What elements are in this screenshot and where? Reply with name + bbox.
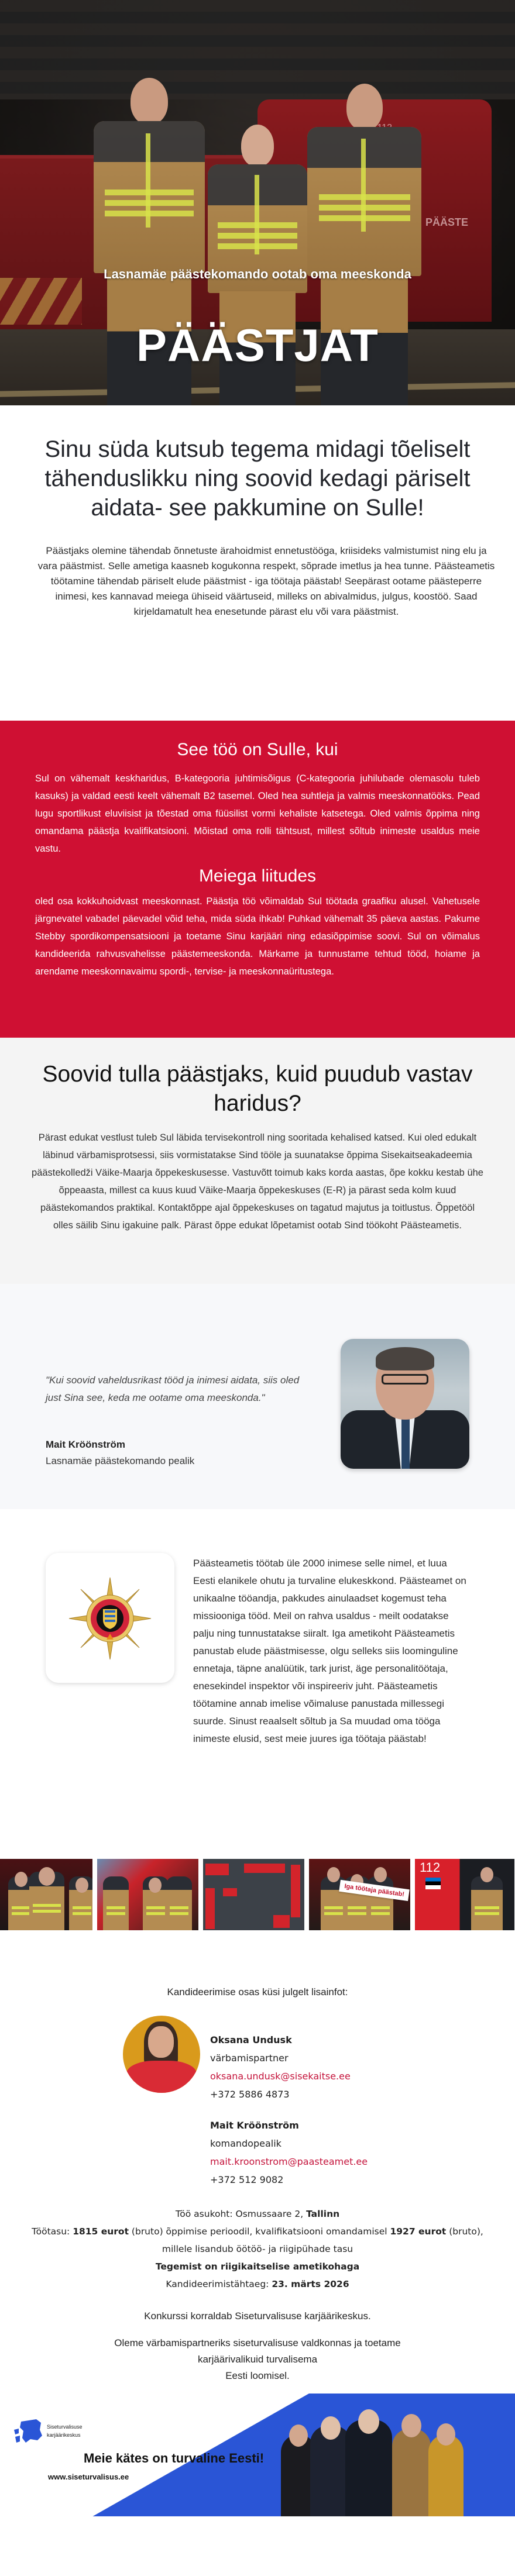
contact-role: värbamispartner: [210, 2052, 289, 2064]
banner-slogan: Meie kätes on turvaline Eesti!: [84, 2451, 265, 2465]
hero-ceiling: [0, 0, 515, 99]
contact-phone: +372 512 9082: [210, 2174, 284, 2185]
quote-author-name: Mait Kröönström: [46, 1439, 125, 1450]
hero-title: PÄÄSTJAT: [136, 319, 379, 371]
education-heading: Soovid tulla päästjaks, kuid puudub vastav haridus?: [42, 1062, 473, 1116]
job-extra-pay: millele lisandub öötöö- ja riigipühade tasu: [162, 2244, 353, 2254]
estonia-map-logo-icon: [13, 2417, 43, 2447]
intro-body: Päästjaks olemine tähendab õnnetuste ärahoidmist ennetustööga, kriisideks valmistumist ning elu ja vara päästmist. Selle ametiga kaasneb kogukonna respekt, sõprade imetlus ja hea tunne. Päästeametis töötamine tähendab päriselt elude päästmist - iga töötaja päästab! Seepärast ootame päästeperre inimesi, kes kannavad meiega ühiseid väärtuseid, milleks on abivalmidus, julgus, koostöö. Saad kirjeldamatult hea enesetunde pärast elu või vara päästmist.: [37, 545, 495, 617]
gallery-image-three-firefighters[interactable]: [309, 1859, 410, 1930]
photo-gallery: [0, 1854, 515, 1930]
contact-name: Mait Kröönström: [210, 2120, 299, 2131]
requirements-heading: See töö on Sulle, kui: [177, 740, 338, 759]
intro-section: [0, 405, 515, 721]
hero-banner: [0, 0, 515, 405]
gallery-image-aerial-fleet[interactable]: [203, 1859, 304, 1930]
contacts-section: [0, 1930, 515, 2310]
contact-email-link[interactable]: mait.kroonstrom@paasteamet.ee: [210, 2156, 368, 2167]
recruiter-avatar: [123, 2016, 200, 2093]
gallery-badge: Iga töötaja päästab!: [339, 1880, 410, 1901]
quote-author-role: Lasnamäe päästekomando pealik: [46, 1455, 195, 1466]
requirements-body: Sul on vähemalt keskharidus, B-kategooria juhtimisõigus (C-kategooria juhilubade olemasolu tuleb kasuks) ja valdad eesti keelt vähemalt B2 tasemel. Oled hea suhtleja ja valmis meeskonnatööks. Pead lugu sportlikust eluviisist ja tõestad oma füüsilist vormi kehaliste katsetega. Oled valmis õppima ning omandama päästja kvalifikatsiooni. Mõistad oma rolli tähtsust, millest sõltub inimeste usaldus meie vastu.: [35, 773, 480, 854]
contact-name: Oksana Undusk: [210, 2034, 292, 2045]
contacts-lead: Kandideerimise osas küsi julgelt lisainfot:: [167, 1986, 348, 1998]
benefits-heading: Meiega liitudes: [198, 866, 317, 886]
intro-heading: Sinu süda kutsub tegema midagi tõeliselt tähenduslikku ning soovid kedagi päriselt aidata- see pakkumine on Sulle!: [44, 436, 471, 521]
gallery-image-firefighter-with-hose[interactable]: [97, 1859, 198, 1930]
contact-email-link[interactable]: oksana.undusk@sisekaitse.ee: [210, 2071, 351, 2082]
organizer-section: [0, 2310, 515, 2384]
organizer-line: Konkurssi korraldab Siseturvalisuse karjäärikeskus.: [144, 2310, 371, 2322]
hero-subtitle: Lasnamäe päästekomando ootab oma meeskonda: [104, 267, 411, 281]
education-body: Pärast edukat vestlust tuleb Sul läbida tervisekontroll ning sooritada kehalised katsed. Kui oled edukalt läbinud värbamisprotsessi, siis vormistatakse Sind tööle ja suunatakse õppima Sisekaitseakadeemia päästekolledži Väike-Maarja õppekeskusesse. Vastuvõtt toimub kaks korda aastas, õpe kokku kestab ühe õppeaasta, millest ca kuus kuud Väike-Maarja õppekeskuses (E-R) ja pärast seda kolm kuud päästekomandos praktikal. Kontaktõppe ajal õppekeskuses on tagatud majutus ja toitlustus. Õppetööl olles säilib Sinu igakuine palk. Pärast õppe edukat lõpetamist ootab Sind töökoht Päästeametis.: [32, 1132, 483, 1231]
organization-body: Päästeametis töötab üle 2000 inimese selle nimel, et luua Eesti elanikele ohutu ja turvaline elukeskkond. Päästeamet on unikaalne tööandja, pakkudes ainulaadset kogemust teha missiooniga tööd. Meil on rahva usaldus - meilt oodatakse palju ning tunnustatakse siiralt. Iga ametikoht Päästeametis panustab elude päästmisesse, olgu selleks siis loominguline ennetaja, täpne analüütik, tark jurist, äge personalitöötaja, enesekindel inspektor või inspireeriv juht. Päästeametis töötamine annab imelise võimaluse panustada millessegi suurde. Sinust reaalselt sõltub ja Sa muudad oma tööga inimeste elusid, sest meie juures iga töötaja päästab!: [193, 1558, 466, 1744]
education-section: [0, 1038, 515, 1284]
paasteamet-emblem-icon: [68, 1576, 152, 1661]
contact-card: [210, 2116, 368, 2189]
job-defense-note: Tegemist on riigikaitselise ametikohaga: [155, 2261, 360, 2272]
gallery-image-firefighter-112-truck[interactable]: 112: [415, 1859, 514, 1930]
emblem-card: [46, 1553, 174, 1683]
benefits-body: oled osa kokkuhoidvast meeskonnast. Päästja töö võimaldab Sul töötada graafiku alusel. Vahetusele järgnevatel vabadel päevadel võid teha, mida süda ihkab! Puhkad vähemalt 35 päeva aastas. Pakume Stebby spordikompensatsiooni ja toetame Sinu karjääri ning edasiõppimise soovi. Sul on võimalus kandideerida rahvusvahelisse päästemeeskonda. Märkame ja tunnustame tehtud tööd, hoiame ja arendame meeskonnavaimu spordi-, tervise- ja meeskonnaüritustega.: [35, 896, 480, 977]
organizer-description: Oleme värbamispartneriks siseturvalisuse valdkonnas ja toetame karjäärivalikuid turvalisema Eesti loomisel.: [114, 2337, 401, 2381]
truck-label: PÄÄSTE: [425, 216, 468, 228]
contact-role: komandopealik: [210, 2138, 281, 2149]
gallery-image-firefighters-portrait[interactable]: [0, 1859, 92, 1930]
job-salary: Töötasu: 1815 eurot (bruto) õppimise perioodil, kvalifikatsiooni omandamisel 1927 eurot (bruto),: [32, 2226, 483, 2237]
job-deadline: Kandideerimistähtaeg: 23. märts 2026: [166, 2279, 349, 2289]
security-staff-group: [281, 2408, 480, 2516]
job-location: Töö asukoht: Osmussaare 2, Tallinn: [175, 2209, 340, 2219]
requirements-benefits-section: [0, 721, 515, 1038]
logo-text: Siseturvalisuse karjäärikeskus: [47, 2424, 83, 2438]
contact-phone: +372 5886 4873: [210, 2089, 290, 2100]
footer-banner: [0, 2394, 515, 2516]
job-details: [0, 2205, 515, 2293]
banner-website-link[interactable]: www.siseturvalisus.ee: [48, 2472, 129, 2481]
estonian-flag-icon: [425, 1878, 441, 1889]
quote-section: [0, 1284, 515, 1509]
contact-card: [210, 2031, 351, 2103]
quote-author-photo: [341, 1339, 469, 1469]
quote-text: "Kui soovid vaheldusrikast tööd ja inimesi aidata, siis oled just Sina see, keda me ootame oma meeskonda.": [46, 1375, 300, 1403]
organization-section: [0, 1509, 515, 1854]
